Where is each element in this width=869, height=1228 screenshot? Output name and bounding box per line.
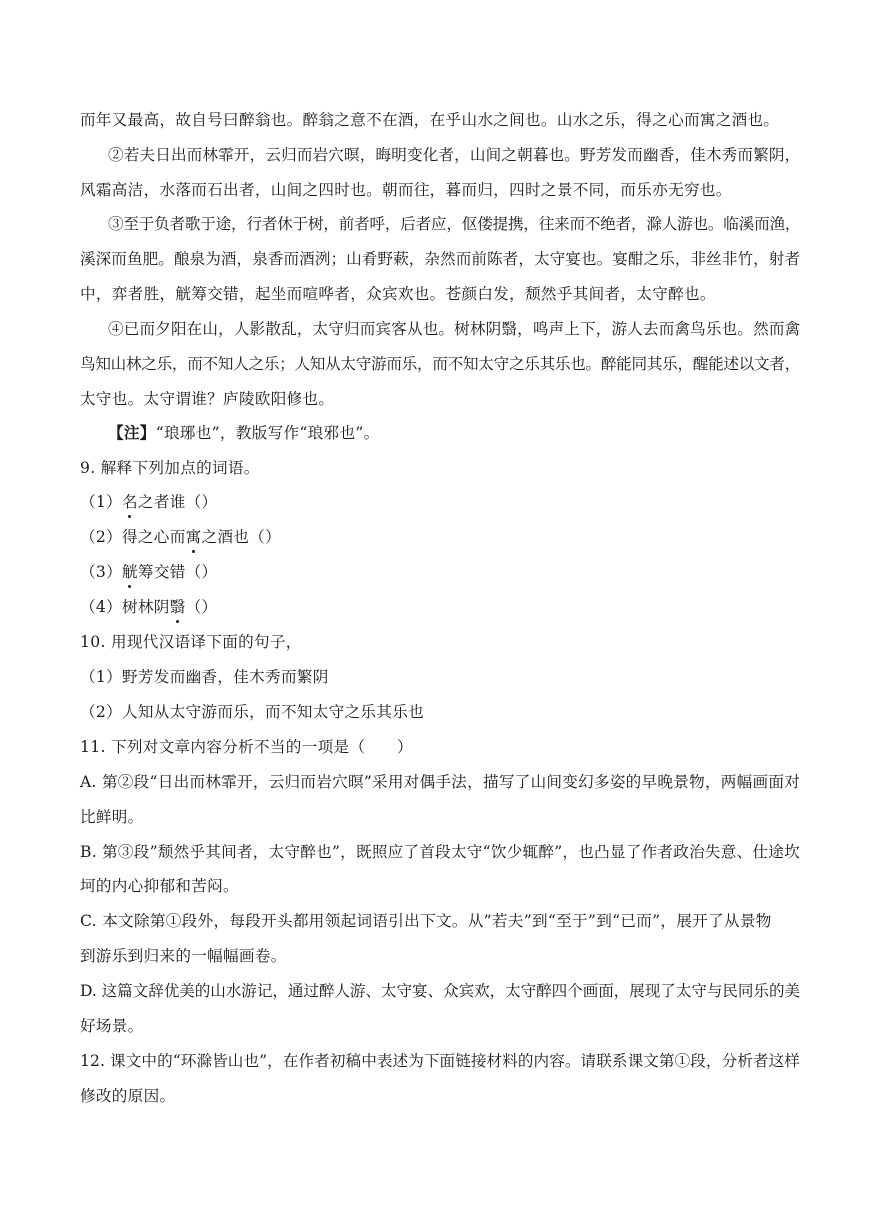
question-9-item-3 bbox=[80, 562, 217, 582]
question-9-item-4 bbox=[80, 597, 217, 617]
paragraph-3-line-2: 溪深而鱼肥。酿泉为酒，泉香而酒洌；山肴野蔌，杂然而前陈者，太守宴也。宴酣之乐，非丝非竹，射者 bbox=[80, 250, 801, 268]
note-text: “琅琊也”，教版写作“琅邪也”。 bbox=[155, 424, 380, 442]
annotation-note bbox=[108, 423, 380, 443]
option-b-line-1: B. 第③段”颓然乎其间者，太守醉也”，既照应了首段太守“饮少辄醉”，也凸显了作者政治失意、仕途坎 bbox=[80, 843, 800, 861]
item-prefix: （1） bbox=[80, 493, 123, 511]
note-label: 【注】 bbox=[108, 423, 156, 442]
question-11-stem: 11. 下列对文章内容分析不当的一项是（ ） bbox=[80, 738, 413, 756]
item-suffix: （） bbox=[185, 598, 218, 616]
option-c-line-2: 到游乐到归来的一幅幅画卷。 bbox=[80, 947, 287, 965]
dotted-word: 觥 bbox=[122, 563, 138, 581]
dotted-word: 名 bbox=[122, 493, 138, 511]
question-12-stem-line-2: 修改的原因。 bbox=[80, 1087, 176, 1105]
dotted-word: 寓 bbox=[185, 528, 202, 546]
question-10-item-1: （1）野芳发而幽香，佳木秀而繁阴 bbox=[80, 668, 329, 686]
item-prefix: （3） bbox=[80, 563, 123, 581]
option-c-line-1: C. 本文除第①段外，每段开头都用领起词语引出下文。从”若夫”到“至于”到“已而”，展开了从景物 bbox=[80, 912, 772, 930]
paragraph-3-line-1: ③至于负者歌于途，行者休于树，前者呼，后者应，伛偻提携，往来而不绝者，滁人游也。临溪而渔， bbox=[108, 215, 801, 233]
option-d-line-2: 好场景。 bbox=[80, 1017, 144, 1035]
item-suffix: 筹交错（） bbox=[137, 563, 218, 581]
option-b-line-2: 坷的内心抑郁和苦闷。 bbox=[80, 877, 239, 895]
question-10-stem: 10. 用现代汉语译下面的句子， bbox=[80, 633, 302, 651]
question-9-item-2 bbox=[80, 527, 281, 547]
paragraph-4-line-3: 太守也。太守谓谁？庐陵欧阳修也。 bbox=[80, 390, 335, 408]
question-10-item-2: （2）人知从太守游而乐，而不知太守之乐其乐也 bbox=[80, 703, 424, 721]
option-a-line-1: A. 第②段“日出而林霏开，云归而岩穴暝”采用对偶手法，描写了山间变幻多姿的早晚景物，两幅画面对 bbox=[80, 773, 801, 791]
dotted-word: 翳 bbox=[169, 598, 186, 616]
question-12-stem-line-1: 12. 课文中的“环滁皆山也”，在作者初稿中表述为下面链接材料的内容。请联系课文第①段，分析者这样 bbox=[80, 1052, 800, 1070]
item-suffix: 之酒也（） bbox=[201, 528, 281, 546]
paragraph-2-line-1: ②若夫日出而林霏开，云归而岩穴暝，晦明变化者，山间之朝暮也。野芳发而幽香，佳木秀而繁阴， bbox=[108, 146, 801, 164]
paragraph-3-line-3: 中，弈者胜，觥筹交错，起坐而喧哗者，众宾欢也。苍颜白发，颓然乎其间者，太守醉也。 bbox=[80, 285, 716, 303]
item-prefix: （2）得之心而 bbox=[80, 528, 186, 546]
question-9-item-1 bbox=[80, 492, 217, 512]
option-d-line-1: D. 这篇文辞优美的山水游记，通过醉人游、太守宴、众宾欢，太守醉四个画面，展现了太守与民同乐的美 bbox=[80, 982, 800, 1000]
paragraph-2-line-2: 风霜高洁，水落而石出者，山间之四时也。朝而往，暮而归，四时之景不同，而乐亦无穷也。 bbox=[80, 181, 732, 199]
paragraph-4-line-2: 鸟知山林之乐，而不知人之乐；人知从太守游而乐，而不知太守之乐其乐也。醉能同其乐，醒能述以文者， bbox=[80, 355, 801, 373]
passage-line: 而年又最高，故自号曰醉翁也。醉翁之意不在酒，在乎山水之间也。山水之乐，得之心而寓之酒也。 bbox=[80, 111, 780, 129]
paragraph-4-line-1: ④已而夕阳在山，人影散乱，太守归而宾客从也。树林阴翳，鸣声上下，游人去而禽鸟乐也。然而禽 bbox=[108, 320, 801, 338]
item-prefix: （4）树林阴 bbox=[80, 598, 170, 616]
question-9-stem: 9. 解释下列加点的词语。 bbox=[80, 459, 260, 477]
item-suffix: 之者谁（） bbox=[137, 493, 218, 511]
option-a-line-2: 比鲜明。 bbox=[80, 808, 144, 826]
